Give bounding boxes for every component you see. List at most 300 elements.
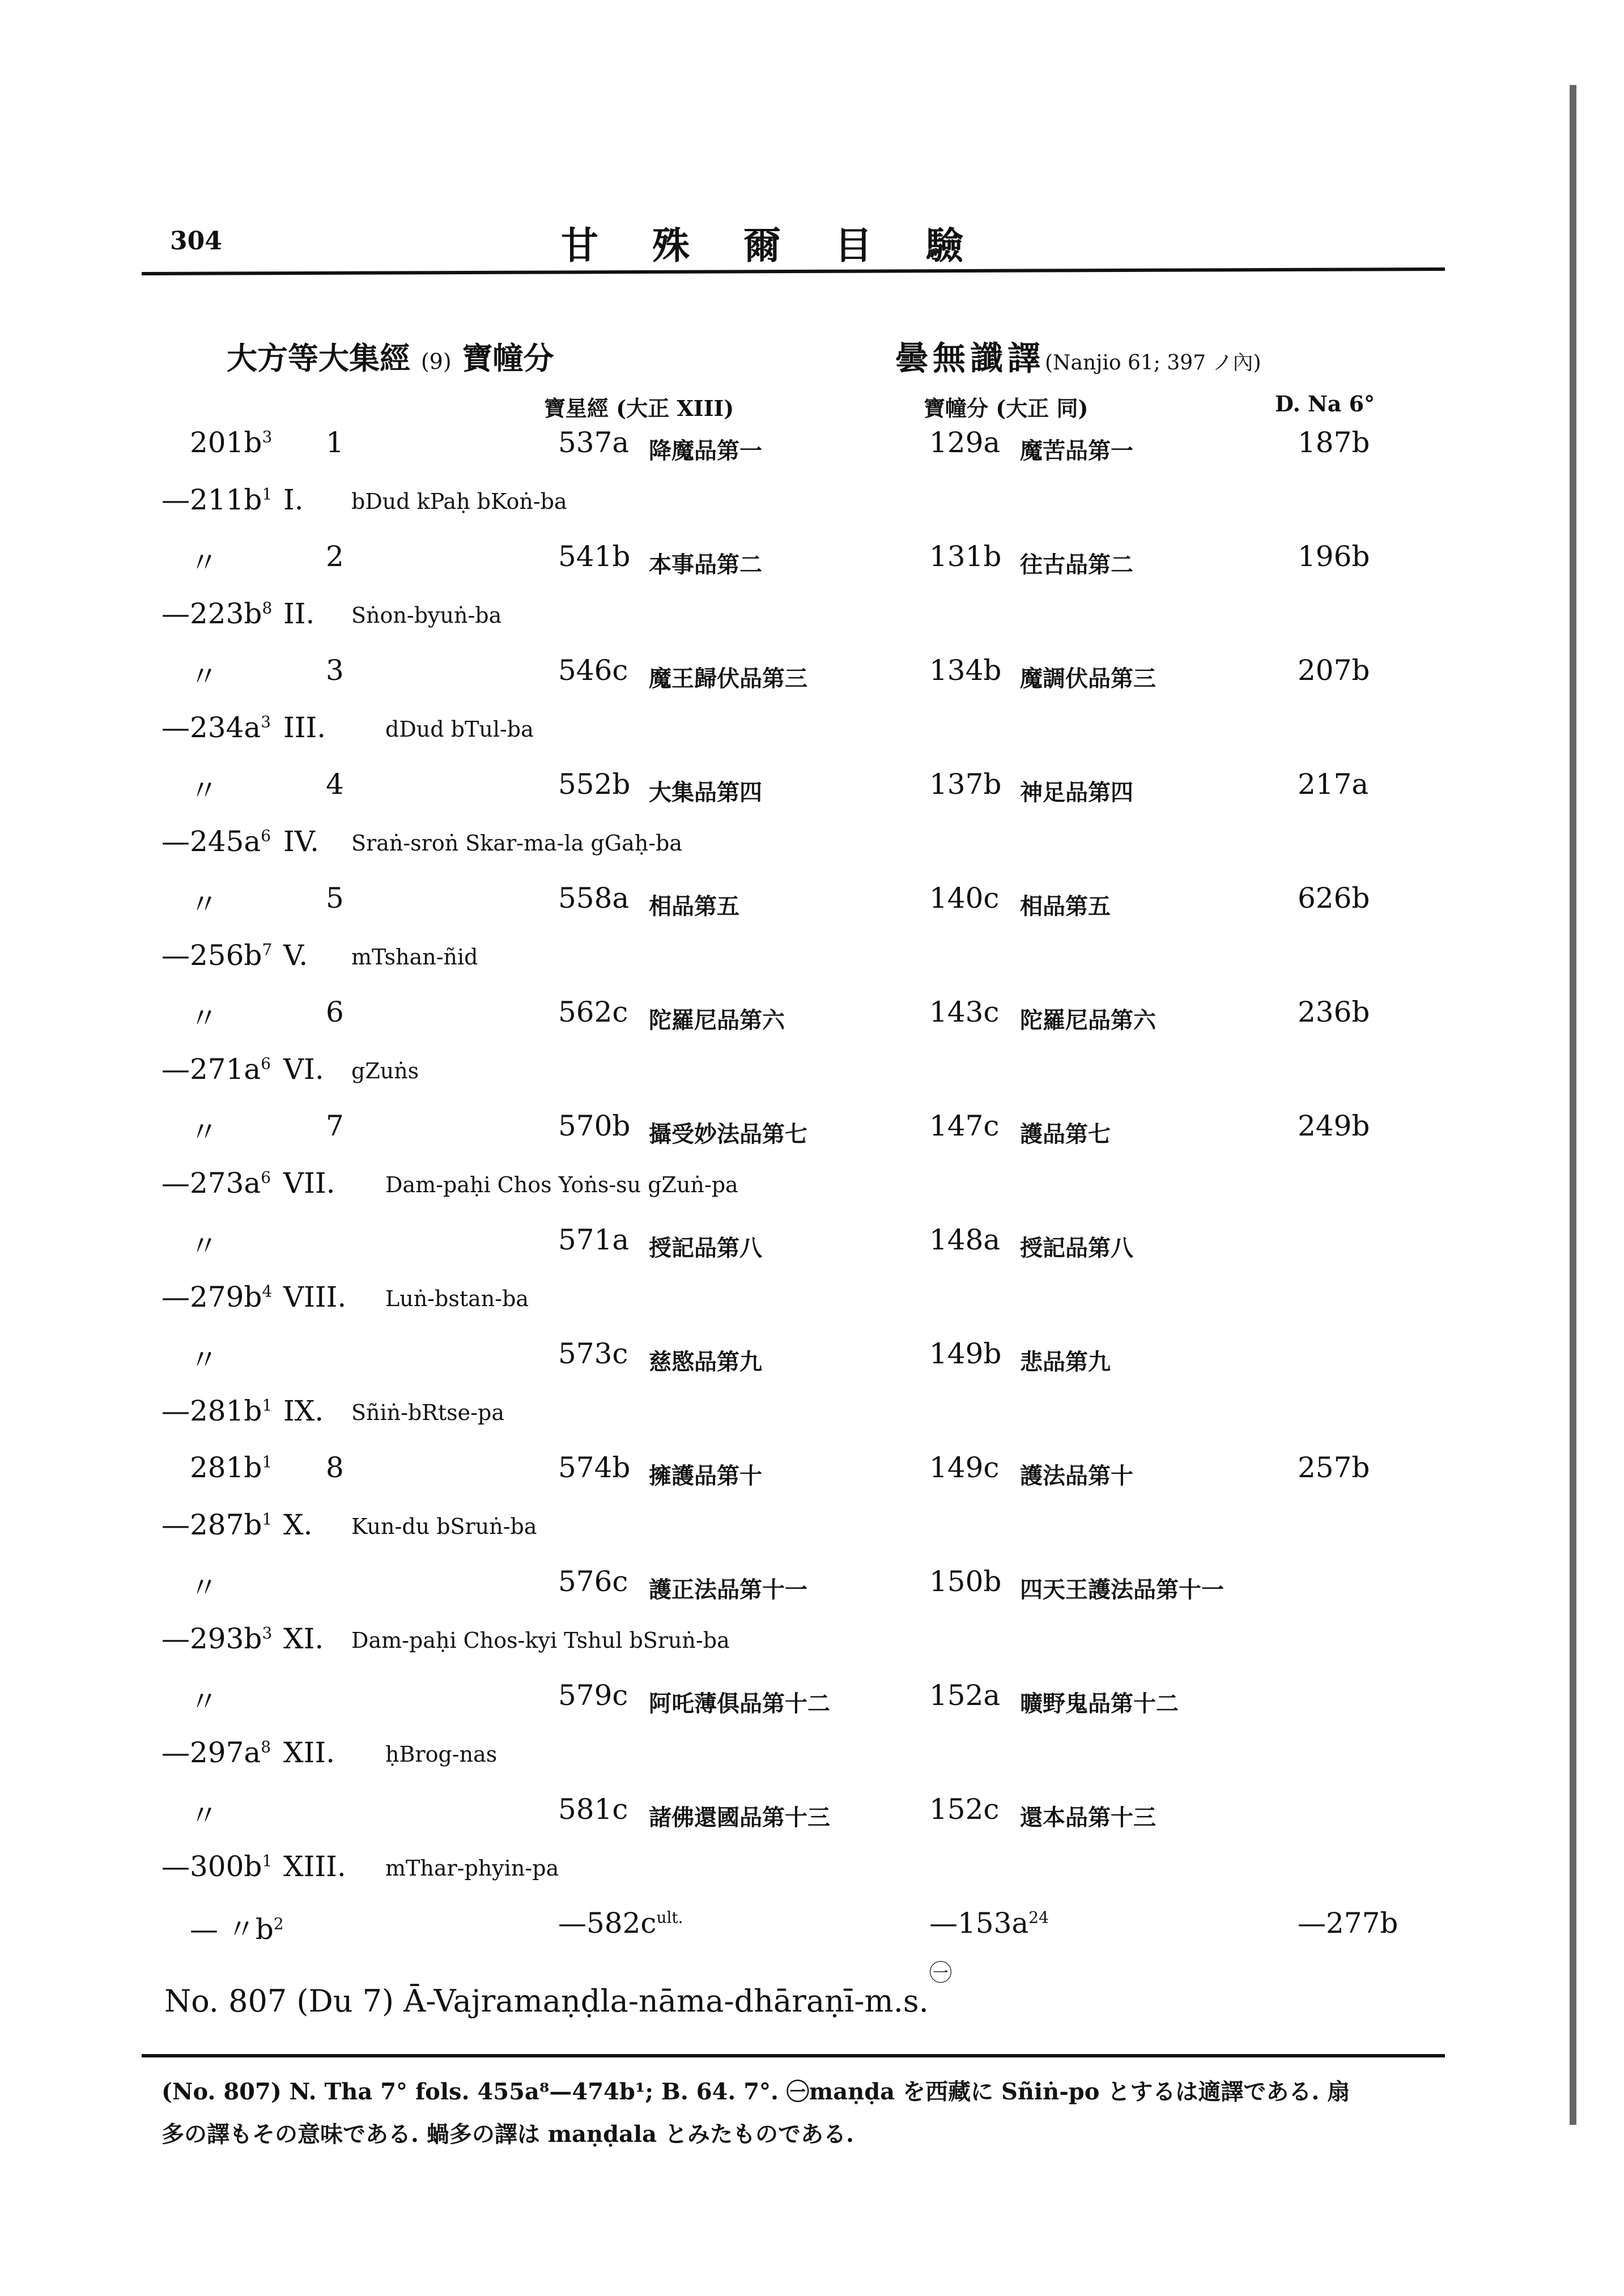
folio-range-text: —271a [161,1052,261,1086]
section-title [227,334,554,378]
chapter-numeral [283,1053,324,1086]
taisho-page-2 [929,882,999,915]
folio-range [161,1850,272,1883]
scan-edge [1570,85,1576,2125]
taisho-page-2-text: 131b [929,540,1002,573]
taisho-page-2-text: 140c [929,882,1000,915]
tibetan-chapter-row [0,1508,1624,1565]
derge-folio [1298,654,1370,687]
taisho-page-2-text: 143c [929,996,1000,1028]
taisho-page-2 [929,996,999,1028]
folio [190,1679,218,1720]
tibetan-chapter-row [0,711,1624,768]
folio-range-superscript: 4 [262,1281,273,1300]
chapter-title-1-text: 擁護品第十 [649,1462,762,1489]
chapter-numeral-text: IV. [283,824,320,858]
chapter-title-1 [649,775,762,807]
chapter-numeral [283,1850,346,1883]
folio-text: 〃 [190,1116,218,1149]
taisho-page-1-text: 581c [558,1793,628,1826]
tibetan-title-text: gZuṅs [351,1058,419,1083]
folio-range [161,1053,271,1086]
chapter-numeral [283,939,308,972]
chapter-title-2 [1020,661,1156,693]
chapter-numeral [283,1736,335,1769]
derge-folio-text: 217a [1298,768,1369,801]
running-title: 甘殊爾目驗 [561,223,1017,267]
folio-text: 〃 [190,1685,218,1718]
chapter-title-2-text: 神足品第四 [1020,779,1133,806]
chapter-title-2-text: 陀羅尼品第六 [1020,1007,1156,1034]
chapter-title-1-text: 慈愍品第九 [649,1349,762,1375]
folio-range-superscript: 6 [261,826,271,845]
folio-range [161,825,271,858]
taisho-page-2 [929,1793,999,1826]
tibetan-title [385,717,534,742]
chapter-title-2-text: 授記品第八 [1020,1235,1133,1261]
taisho-page-1 [558,1223,629,1256]
tibetan-chapter-row [0,483,1624,540]
folio-range-text: —300b [161,1849,262,1883]
folio-range-text: —287b [161,1508,262,1541]
folio [190,1793,218,1834]
chapter-title-1-text: 大集品第四 [649,779,762,806]
tibetan-title [385,1856,559,1881]
derge-folio-text: 207b [1298,654,1370,687]
tibetan-title-text: dDud bTul-ba [385,716,534,742]
taisho-page-1-text: 541b [558,540,631,573]
translator-ref: (Nanjio 61; 397 ノ內) [1045,351,1261,375]
taisho-page-2 [929,1223,1000,1256]
chapter-title-2-text: 護法品第十 [1020,1462,1133,1489]
folio-range-superscript: 3 [262,1623,273,1642]
chapter-title-2-text: 相品第五 [1020,893,1111,920]
folio [190,996,218,1036]
table-row [0,996,1624,1052]
chapter-title-2-text: 往古品第二 [1020,551,1133,578]
taisho-page-1-text: 571a [558,1223,630,1256]
taisho-page-2-text: 134b [929,654,1002,687]
chapter-title-1-text: 陀羅尼品第六 [649,1007,785,1034]
chapter-title-1 [649,1344,762,1376]
taisho-page-2 [929,1679,1000,1712]
column-header-c3: 寶星經 (大正 XIII) [544,396,734,421]
folio-range-text: —234a [161,711,261,744]
tibetan-title [351,1628,730,1653]
derge-folio-text: 236b [1298,996,1370,1028]
chapter-title-2 [1020,1800,1156,1832]
chapter-numeral-text: XII. [283,1736,335,1769]
folio-range [161,1736,271,1769]
folio-text: 201b [190,426,262,459]
derge-folio-text: 187b [1298,426,1370,459]
folio-range [161,711,271,744]
taisho-page-1 [558,1679,628,1712]
taisho-page-1 [558,1337,628,1370]
folio [190,1223,218,1264]
translator-line [895,331,1261,379]
chapter-title-2 [1020,1116,1111,1149]
tibetan-title-text: bDud kPaḥ bKoṅ-ba [351,488,567,514]
folio [190,1109,218,1150]
chapter-title-1 [649,888,739,921]
tibetan-title-text: Sṅon-byuṅ-ba [351,602,502,628]
tibetan-title [351,1058,419,1083]
chapter-number [326,996,344,1028]
chapter-numeral [283,483,304,516]
folio-text: 〃 [190,1571,218,1604]
chapter-title-2 [1020,1344,1111,1376]
tibetan-title-text: Kun-du bSruṅ-ba [351,1513,537,1539]
taisho-page-1-text: 579c [558,1679,628,1712]
folio-range [161,1622,272,1655]
chapter-numeral-text: III. [283,711,326,744]
chapter-number-text: 6 [326,996,344,1028]
chapter-numeral [283,711,326,744]
folio-range-text: —293b [161,1622,262,1655]
table-row [0,1223,1624,1280]
derge-folio-text: 257b [1298,1451,1370,1484]
taisho-page-1 [558,1565,628,1598]
footnote-line-2: 多の譯もその意味である. 蝸多の譯は maṇḍala とみたものである. [161,2121,854,2148]
chapter-numeral [283,597,314,630]
tibetan-title [385,1172,738,1197]
column-header-c4: 寶幢分 (大正 同) [924,396,1089,421]
chapter-title-1 [649,1800,830,1832]
table-row [0,1565,1624,1622]
chapter-title-1 [649,661,807,693]
chapter-title-2 [1020,888,1111,921]
chapter-title-1 [649,1116,807,1149]
folio-range-superscript: 8 [261,1737,271,1756]
table-row [0,1109,1624,1166]
note-marker: ㊀ [929,1960,952,1986]
chapter-numeral-text: VII. [283,1166,335,1200]
chapter-title-2 [1020,1002,1156,1035]
taisho-page-2 [929,1907,1049,1940]
folio-superscript: 2 [273,1914,284,1933]
chapter-title-2-text: 魔苦品第一 [1020,437,1133,464]
folio-text: 281b [190,1451,262,1484]
folio-text: 〃 [190,1799,218,1832]
chapter-number-text: 2 [326,540,344,573]
folio-range-text: —279b [161,1280,262,1313]
taisho-page-2-text: 152c [929,1793,1000,1826]
taisho-page-1-text: 576c [558,1565,628,1598]
table-row [0,654,1624,711]
taisho-page-1 [558,1907,683,1940]
chapter-title-2-text: 曠野鬼品第十二 [1020,1690,1179,1717]
taisho-page-1 [558,1451,630,1484]
folio [190,1565,218,1606]
tibetan-title-text: Sraṅ-sroṅ Skar-ma-la gGaḥ-ba [351,830,683,856]
chapter-numeral [283,1508,313,1541]
chapter-title-2-text: 悲品第九 [1020,1349,1111,1375]
folio [190,1337,218,1378]
folio [190,1907,284,1948]
tibetan-title [351,1400,504,1425]
chapter-number-text: 3 [326,654,344,687]
chapter-numeral [283,1281,346,1313]
taisho-page-2 [929,1109,999,1142]
chapter-number [326,768,344,801]
tibetan-title-text: ḥBrog-nas [385,1741,498,1767]
chapter-title-2 [1020,433,1133,465]
tibetan-title-text: Dam-paḥi Chos Yoṅs-su gZuṅ-pa [385,1172,738,1197]
table-row [0,1793,1624,1849]
chapter-number [326,426,344,459]
chapter-number [326,540,344,573]
tibetan-title [351,603,501,628]
tibetan-title-text: mTshan-ñid [351,944,478,970]
table-row [0,1451,1624,1508]
chapter-number [326,654,344,687]
taisho-page-2-text: —153a [929,1907,1029,1940]
folio-range-superscript: 6 [261,1053,271,1073]
taisho-page-1-text: 552b [558,768,631,801]
folio-range [161,483,272,516]
folio-range-superscript: 1 [262,1851,273,1870]
chapter-number-text: 8 [326,1451,344,1484]
chapter-title-2 [1020,1230,1133,1262]
tibetan-title-text: Luṅ-bstan-ba [385,1286,529,1311]
tibetan-chapter-row [0,1394,1624,1451]
tibetan-title-text: mThar-phyin-pa [385,1855,559,1881]
chapter-number-text: 7 [326,1109,344,1142]
folio-range-text: —273a [161,1166,261,1200]
folio [190,654,218,695]
chapter-title-1-text: 相品第五 [649,893,739,920]
taisho-page-1 [558,540,630,573]
chapter-title-2-text: 四天王護法品第十一 [1020,1576,1224,1603]
folio-range-superscript: 7 [262,939,273,959]
folio-range-superscript: 6 [261,1167,271,1187]
tibetan-title-text: Sñiṅ-bRtse-pa [351,1400,504,1425]
chapter-title-1 [649,1002,785,1035]
chapter-title-1 [649,1572,807,1604]
tibetan-title [385,1286,529,1311]
folio-range-text: —211b [161,483,262,516]
chapter-title-1 [649,1458,762,1490]
folio-text: 〃 [190,1343,218,1376]
chapter-title-1-text: 本事品第二 [649,551,762,578]
chapter-title-2 [1020,547,1133,579]
folio [190,768,218,809]
folio-text: 〃 [190,888,218,921]
tibetan-title [351,831,682,856]
tibetan-title [351,489,567,514]
chapter-numeral-text: II. [283,597,315,630]
taisho-page-1 [558,768,630,801]
taisho-page-2 [929,1337,1001,1370]
chapter-title-2 [1020,1458,1133,1490]
sutra-part: 寶幢分 [462,340,554,376]
sutra-title: 大方等大集經 [227,340,410,376]
taisho-page-2 [929,1451,999,1484]
folio-range-superscript: 1 [262,1395,273,1414]
folio-range [161,939,272,972]
tibetan-chapter-row [0,939,1624,996]
taisho-page-1-text: 573c [558,1337,628,1370]
chapter-numeral [283,1167,335,1200]
chapter-number-text: 4 [326,768,344,801]
folio [190,426,272,459]
folio-range [161,1508,272,1541]
derge-folio-text: 196b [1298,540,1370,573]
chapter-title-2-text: 護品第七 [1020,1121,1111,1147]
chapter-title-1-text: 授記品第八 [649,1235,762,1261]
tibetan-chapter-row [0,1622,1624,1679]
taisho-page-1-text: 574b [558,1451,631,1484]
derge-folio-text: —277b [1298,1907,1398,1940]
taisho-page-1-text: 558a [558,882,630,915]
table-row [0,768,1624,824]
folio-text: 〃 [190,1002,218,1035]
chapter-numeral [283,1394,324,1427]
sutra-number: (9) [420,349,452,374]
taisho-page-2 [929,768,1001,801]
chapter-number [326,1109,344,1142]
derge-folio [1298,882,1370,915]
chapter-number [326,1451,344,1484]
taisho-page-2-text: 147c [929,1109,1000,1142]
taisho-page-2 [929,540,1001,573]
tibetan-chapter-row [0,1167,1624,1223]
tibetan-chapter-row [0,1053,1624,1109]
taisho-page-2 [929,426,1000,459]
chapter-title-1-text: 護正法品第十一 [649,1576,807,1603]
taisho-page-1 [558,996,628,1028]
taisho-page-2-text: 129a [929,426,1001,459]
folio-range-text: —256b [161,938,262,972]
derge-folio [1298,996,1370,1028]
folio-text: 〃 [190,1230,218,1262]
taisho-page-2-text: 149b [929,1337,1002,1370]
chapter-title-2 [1020,1572,1224,1604]
derge-folio [1298,540,1370,573]
taisho-page-2-text: 137b [929,768,1002,801]
folio-text: — 〃b [190,1913,274,1946]
taisho-page-1-text: 546c [558,654,628,687]
taisho-page-1-text: —582c [558,1907,657,1940]
footnote-rule [142,2054,1445,2057]
taisho-page-1 [558,882,629,915]
table-row [0,1679,1624,1736]
chapter-numeral-text: X. [283,1508,313,1541]
taisho-page-2-superscript: 24 [1028,1908,1049,1927]
chapter-title-2-text: 還本品第十三 [1020,1804,1156,1831]
chapter-numeral-text: XIII. [283,1849,346,1883]
folio [190,1451,272,1484]
taisho-page-1-text: 562c [558,996,628,1028]
folio-range-superscript: 3 [261,712,271,731]
chapter-title-1 [649,547,762,579]
folio-range [161,1281,272,1313]
tibetan-chapter-row [0,1281,1624,1337]
taisho-page-2-text: 148a [929,1223,1001,1256]
chapter-title-1 [649,1230,762,1262]
folio-range [161,1394,272,1427]
table-row [0,1907,1624,1963]
taisho-page-2-text: 149c [929,1451,1000,1484]
derge-folio [1298,1907,1398,1940]
chapter-title-1 [649,1686,830,1718]
folio-range [161,597,272,630]
chapter-title-2-text: 魔調伏品第三 [1020,665,1156,692]
chapter-numeral-text: VI. [283,1052,324,1086]
chapter-title-1 [649,433,762,465]
tibetan-chapter-row [0,1850,1624,1907]
folio-text: 〃 [190,774,218,807]
folio-text: 〃 [190,546,218,579]
tibetan-title [351,945,478,970]
chapter-title-1-text: 阿吒薄俱品第十二 [649,1690,830,1717]
folio-text: 〃 [190,660,218,693]
folio [190,882,218,922]
tibetan-chapter-row [0,825,1624,882]
folio-superscript: 3 [262,427,273,447]
derge-folio [1298,426,1370,459]
derge-folio [1298,1451,1370,1484]
taisho-page-1-superscript: ult. [656,1908,683,1927]
table-row [0,540,1624,597]
chapter-numeral-text: I. [283,483,304,516]
folio-range-superscript: 1 [262,484,273,503]
chapter-numeral [283,825,319,858]
derge-folio [1298,768,1368,801]
chapter-numeral [283,1622,324,1655]
chapter-title-1-text: 諸佛還國品第十三 [649,1804,830,1831]
page-number: 304 [170,227,222,256]
chapter-title-1-text: 降魔品第一 [649,437,762,464]
table-row [0,882,1624,938]
chapter-title-1-text: 攝受妙法品第七 [649,1121,807,1147]
chapter-number [326,882,344,915]
taisho-page-1 [558,426,629,459]
entry-heading: No. 807 (Du 7) Ā-Vajramaṇḍla-nāma-dhāraṇī-m.s. [164,1983,929,2019]
folio-range-superscript: 8 [262,598,273,617]
chapter-title-2 [1020,1686,1179,1718]
folio-range-text: —223b [161,597,262,630]
chapter-numeral-text: XI. [283,1622,324,1655]
tibetan-chapter-row [0,1736,1624,1793]
folio-range [161,1167,271,1200]
table-row [0,426,1624,483]
derge-folio-text: 249b [1298,1109,1370,1142]
footnote-line-1: (No. 807) N. Tha 7° fols. 455a⁸—474b¹; B. 64. 7°. ㊀maṇḍa を西藏に Sñiṅ-po とするは適譯である. 扇 [161,2078,1350,2105]
taisho-page-1 [558,1793,628,1826]
derge-folio [1298,1109,1370,1142]
folio-superscript: 1 [262,1452,273,1472]
chapter-numeral-text: IX. [283,1394,324,1427]
taisho-page-2 [929,1565,1001,1598]
chapter-number-text: 5 [326,882,344,915]
chapter-title-2 [1020,775,1133,807]
tibetan-title [385,1742,497,1767]
taisho-page-2-text: 150b [929,1565,1002,1598]
column-header-c5: D. Na 6° [1275,391,1375,416]
tibetan-chapter-row [0,597,1624,654]
folio-range-text: —281b [161,1394,262,1427]
folio-range-text: —245a [161,824,261,858]
table-row [0,1337,1624,1394]
folio-range-superscript: 1 [262,1509,273,1528]
chapter-title-1-text: 魔王歸伏品第三 [649,665,807,692]
taisho-page-1 [558,1109,630,1142]
tibetan-title [351,1514,537,1539]
chapter-numeral-text: VIII. [283,1280,347,1313]
chapter-numeral-text: V. [283,938,308,972]
